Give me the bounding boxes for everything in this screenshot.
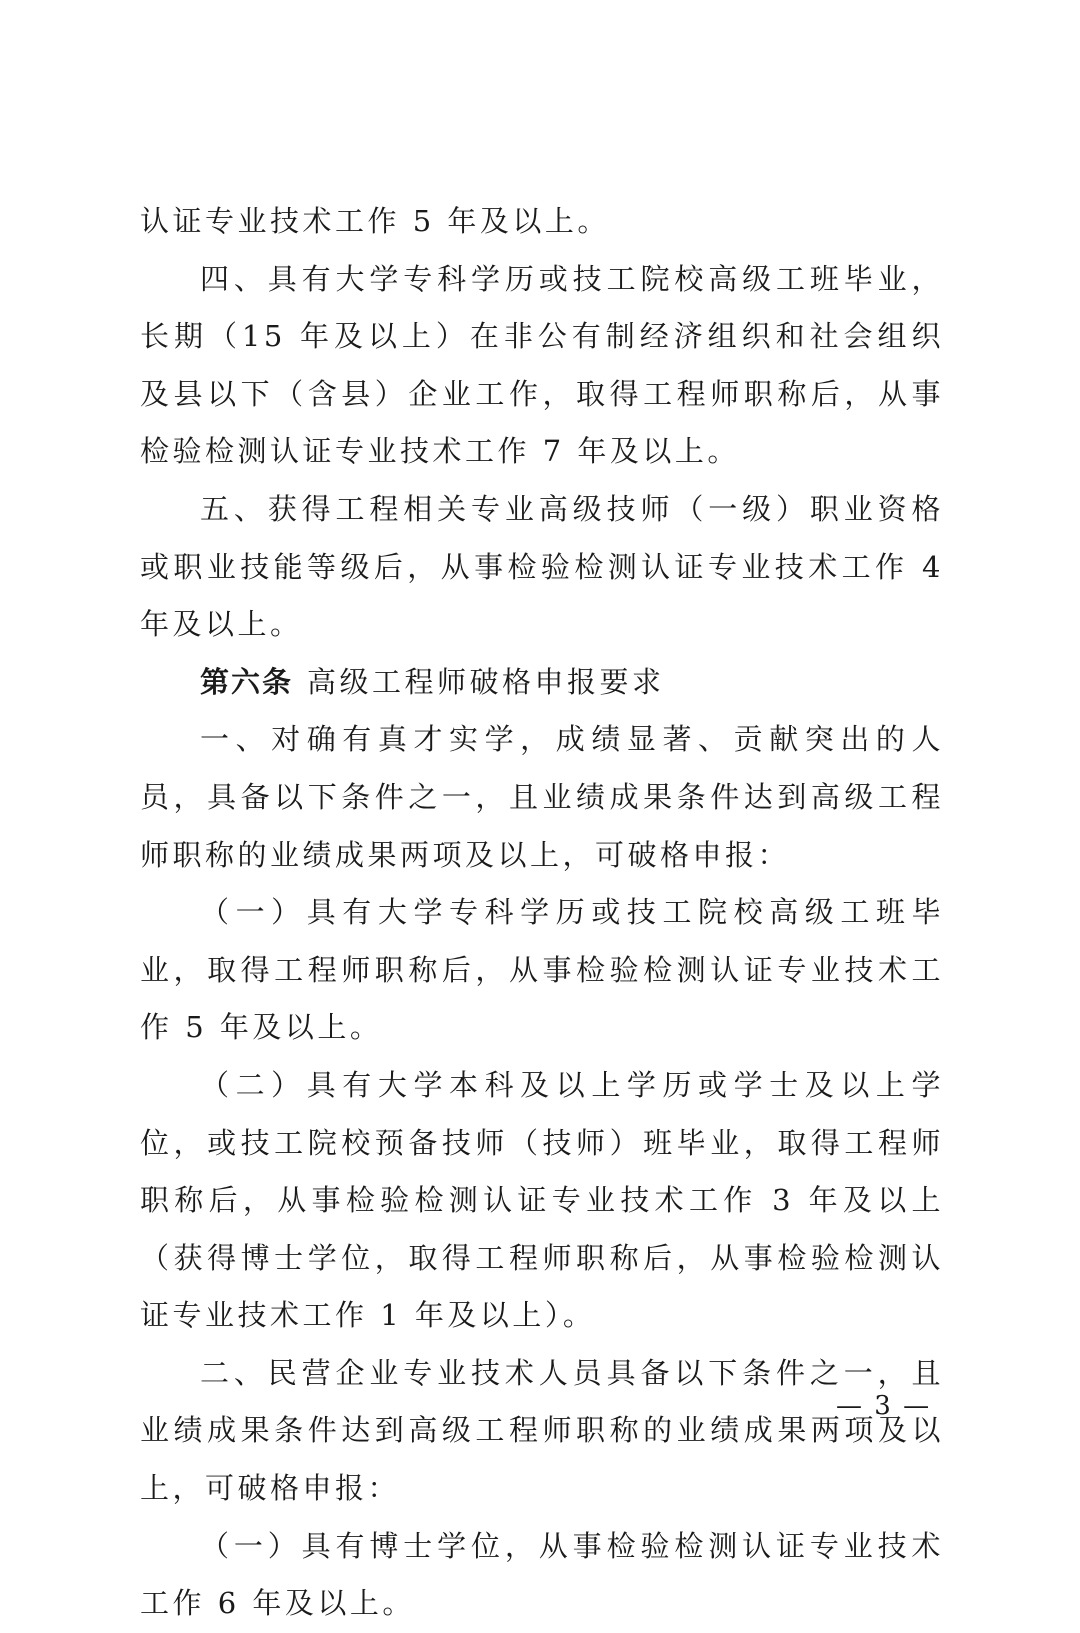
paragraph-section-item-one: 一、对确有真才实学，成绩显著、贡献突出的人员，具备以下条件之一，且业绩成果条件达到高级工程师职称的业绩成果两项及以上，可破格申报： bbox=[140, 722, 944, 872]
paragraph-continuation: 认证专业技术工作 5 年及以上。 bbox=[140, 204, 610, 238]
paragraph-subitem-one: （一）具有大学专科学历或技工院校高级工班毕业，取得工程师职称后，从事检验检测认证专业技术工作 5 年及以上。 bbox=[140, 895, 944, 1045]
paragraph-item-five: 五、获得工程相关专业高级技师（一级）职业资格或职业技能等级后，从事检验检测认证专业技术工作 4 年及以上。 bbox=[140, 491, 944, 642]
page-number: — 3 — bbox=[836, 1391, 932, 1421]
document-body bbox=[140, 193, 944, 1633]
paragraph-section-item-two: 二、民营企业专业技术人员具备以下条件之一，且业绩成果条件达到高级工程师职称的业绩成果两项及以上，可破格申报： bbox=[140, 1355, 944, 1506]
section-heading bbox=[140, 654, 944, 712]
paragraph-subitem-two: （二）具有大学本科及以上学历或学士及以上学位，或技工院校预备技师（技师）班毕业，取得工程师职称后，从事检验检测认证专业技术工作 3 年及以上（获得博士学位，取得工程师职称后，从事检验检测认证专业技术工作 1 年及以上）。 bbox=[140, 1067, 944, 1333]
paragraph-subitem-one-private: （一）具有博士学位，从事检验检测认证专业技术工作 6 年及以上。 bbox=[140, 1528, 944, 1621]
paragraph-item-four: 四、具有大学专科学历或技工院校高级工班毕业，长期（15 年及以上）在非公有制经济组织和社会组织及县以下（含县）企业工作，取得工程师职称后，从事检验检测认证专业技术工作 7 年及以上。 bbox=[140, 261, 944, 469]
section-heading-title: 高级工程师破格申报要求 bbox=[307, 664, 665, 699]
section-heading-label: 第六条 bbox=[200, 664, 294, 699]
